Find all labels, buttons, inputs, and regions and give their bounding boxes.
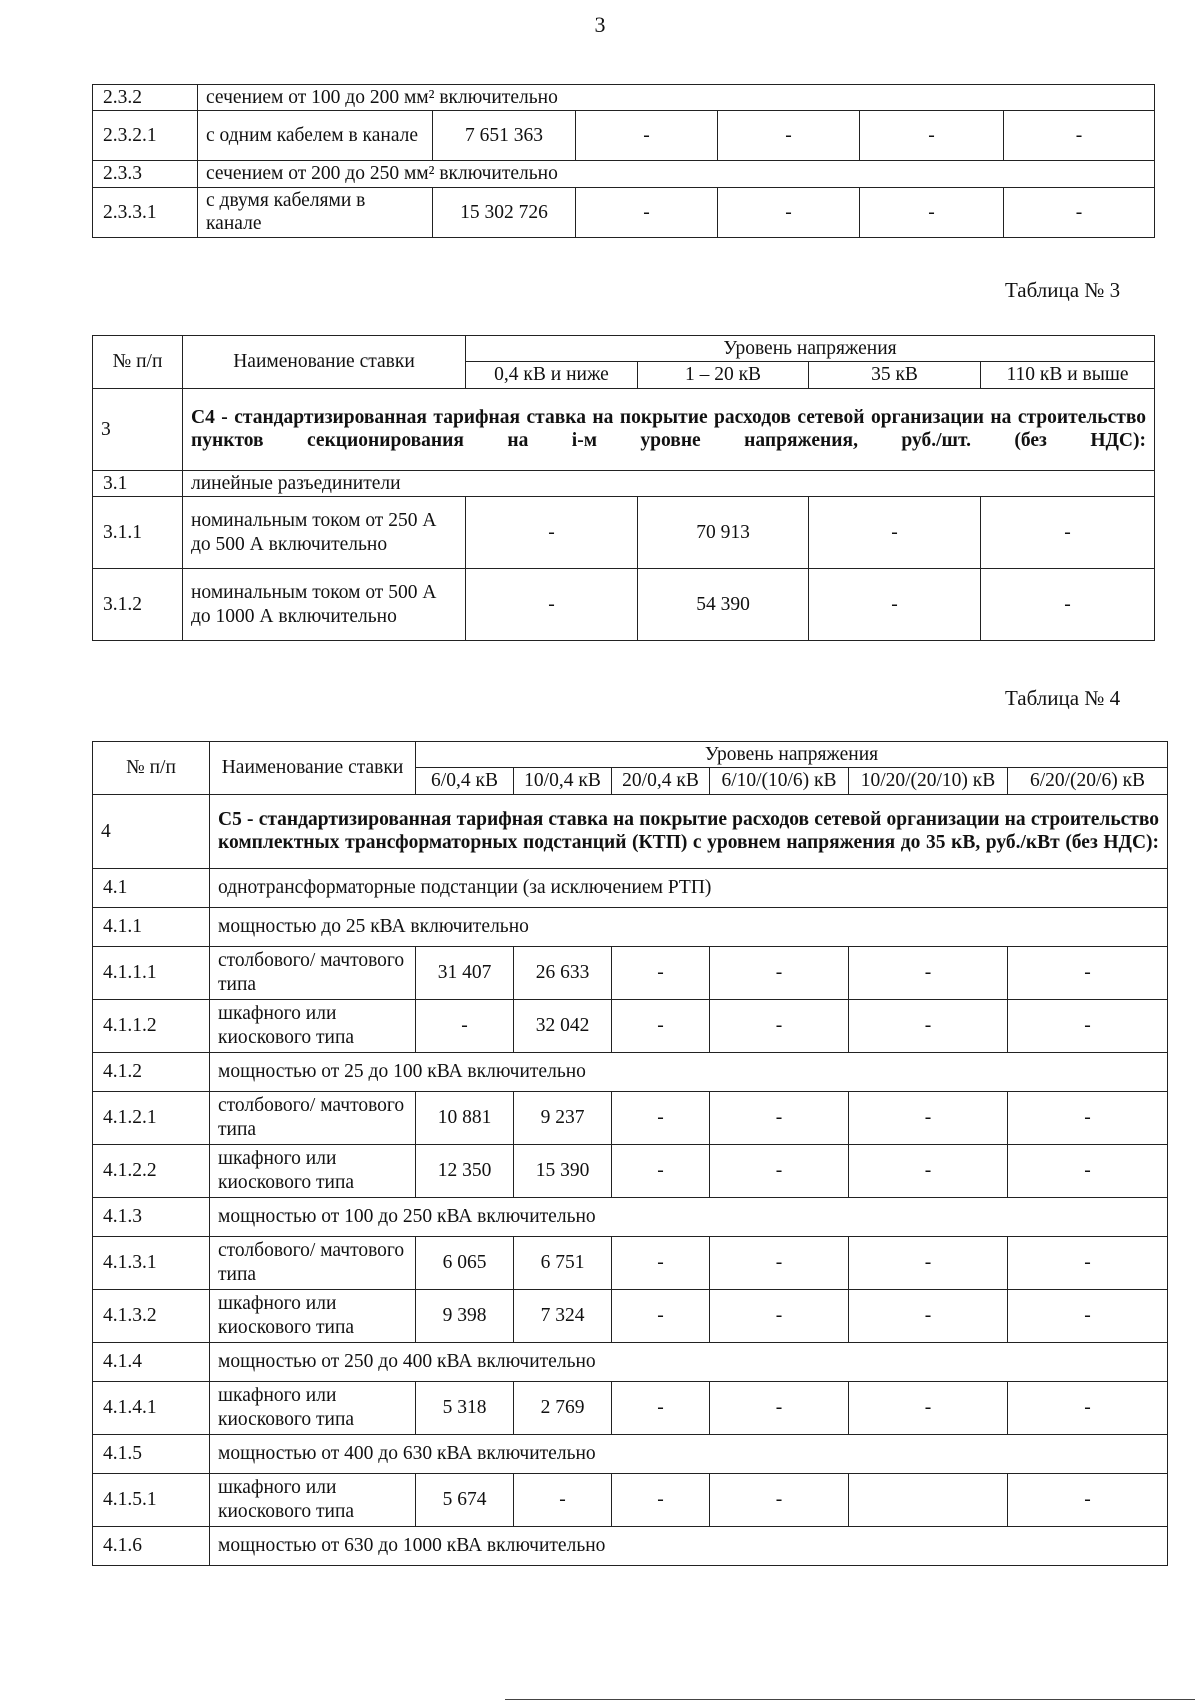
row-number: 2.3.2 [93,85,198,111]
value-cell: - [981,497,1155,569]
value-cell: 7 651 363 [433,111,576,161]
value-cell: - [710,1144,849,1197]
table-row [93,111,1155,161]
row-number: 4.1.4 [93,1342,210,1381]
row-number: 4.1.3.1 [93,1236,210,1289]
row-label: столбового/ мачтового типа [210,1236,416,1289]
table-3-caption: Таблица № 3 [1005,278,1121,302]
row-label: столбового/ мачтового типа [210,1091,416,1144]
section-row [93,470,1155,496]
table-row [93,187,1155,237]
value-cell: - [1008,1236,1168,1289]
value-cell: 15 302 726 [433,187,576,237]
table-4 [92,741,1168,1566]
voltage-level-2: 10/0,4 кВ [514,768,612,794]
title-row [93,794,1168,868]
table-3 [92,335,1155,641]
section-label: линейные разъединители [183,470,1155,496]
section-label: мощностью до 25 кВА включительно [210,907,1168,946]
value-cell: - [1008,946,1168,999]
row-number: 2.3.3 [93,161,198,187]
voltage-level-3: 35 кВ [809,362,981,388]
table-row [93,1473,1168,1526]
row-number: 4.1.2 [93,1052,210,1091]
value-cell: - [1008,1473,1168,1526]
row-number: 4.1 [93,868,210,907]
value-cell: - [576,187,718,237]
section-label: сечением от 200 до 250 мм² включительно [198,161,1155,187]
page-bottom-line [505,1699,1195,1700]
section-row [93,85,1155,111]
value-cell: - [809,569,981,641]
voltage-level-1: 0,4 кВ и ниже [466,362,638,388]
table-row [93,946,1168,999]
value-cell: 6 065 [416,1236,514,1289]
value-cell: - [612,1236,710,1289]
rate-title: С4 - стандартизированная тарифная ставка на покрытие расходов сетевой организации на строительство пунктов секционирования на i-м уровне напряжения, руб./шт. (без НДС): [183,388,1155,470]
value-cell: - [849,1091,1008,1144]
row-label: с одним кабелем в канале [198,111,433,161]
section-label: мощностью от 25 до 100 кВА включительно [210,1052,1168,1091]
value-cell: 54 390 [638,569,809,641]
section-row [93,1197,1168,1236]
value-cell: - [514,1473,612,1526]
row-number: 2.3.2.1 [93,111,198,161]
voltage-level-3: 20/0,4 кВ [612,768,710,794]
section-row [93,868,1168,907]
row-number: 3.1 [93,470,183,496]
voltage-level-1: 6/0,4 кВ [416,768,514,794]
value-cell: - [1004,187,1155,237]
value-cell: - [710,946,849,999]
row-number: 4.1.1.2 [93,999,210,1052]
value-cell: - [849,999,1008,1052]
value-cell: - [849,1381,1008,1434]
value-cell: - [718,187,860,237]
value-cell: - [718,111,860,161]
value-cell: - [612,1473,710,1526]
row-label: столбового/ мачтового типа [210,946,416,999]
value-cell: - [849,1289,1008,1342]
voltage-level-4: 110 кВ и выше [981,362,1155,388]
page-number: 3 [594,12,606,37]
section-label: сечением от 100 до 200 мм² включительно [198,85,1155,111]
col-num-header: № п/п [93,742,210,795]
value-cell: - [466,569,638,641]
col-name-header: Наименование ставки [210,742,416,795]
row-label: шкафного или киоскового типа [210,1289,416,1342]
rate-title: С5 - стандартизированная тарифная ставка на покрытие расходов сетевой организации на строительство комплектных трансформаторных подстанций (КТП) с уровнем напряжения до 35 кВ, руб./кВт (без НДС): [210,794,1168,868]
value-cell: - [860,187,1004,237]
value-cell: 26 633 [514,946,612,999]
value-cell: - [860,111,1004,161]
value-cell: - [1008,1289,1168,1342]
row-number: 2.3.3.1 [93,187,198,237]
value-cell: - [612,1091,710,1144]
voltage-level-4: 6/10/(10/6) кВ [710,768,849,794]
value-cell: 9 398 [416,1289,514,1342]
row-number: 4.1.1.1 [93,946,210,999]
value-cell: - [981,569,1155,641]
value-cell: 10 881 [416,1091,514,1144]
col-name-header: Наименование ставки [183,336,466,389]
voltage-level-6: 6/20/(20/6) кВ [1008,768,1168,794]
value-cell: 5 318 [416,1381,514,1434]
value-cell: 31 407 [416,946,514,999]
value-cell: - [849,1236,1008,1289]
value-cell [849,1473,1008,1526]
value-cell: - [849,946,1008,999]
table-row [93,1289,1168,1342]
value-cell: - [710,1289,849,1342]
row-number: 4.1.6 [93,1526,210,1565]
row-number: 4.1.5.1 [93,1473,210,1526]
voltage-level-2: 1 – 20 кВ [638,362,809,388]
value-cell: - [612,1289,710,1342]
row-number: 4.1.3.2 [93,1289,210,1342]
value-cell: - [612,999,710,1052]
row-label: номинальным током от 250 А до 500 А включительно [183,497,466,569]
row-number: 3.1.1 [93,497,183,569]
row-number: 4 [93,794,210,868]
row-number: 4.1.4.1 [93,1381,210,1434]
table-row [93,999,1168,1052]
value-cell: 7 324 [514,1289,612,1342]
table-header-row [93,742,1168,768]
col-num-header: № п/п [93,336,183,389]
value-cell: 15 390 [514,1144,612,1197]
table-row [93,569,1155,641]
section-label: мощностью от 400 до 630 кВА включительно [210,1434,1168,1473]
value-cell: - [1008,1144,1168,1197]
row-label: шкафного или киоскового типа [210,1473,416,1526]
table-2 [92,84,1155,238]
section-label: мощностью от 100 до 250 кВА включительно [210,1197,1168,1236]
value-cell: - [1008,999,1168,1052]
row-label: шкафного или киоскового типа [210,999,416,1052]
row-label: номинальным током от 500 А до 1000 А включительно [183,569,466,641]
table-header-row [93,336,1155,362]
section-row [93,1342,1168,1381]
table-row [93,1091,1168,1144]
value-cell: - [1004,111,1155,161]
table-row [93,1144,1168,1197]
value-cell: 70 913 [638,497,809,569]
row-number: 4.1.5 [93,1434,210,1473]
value-cell: 2 769 [514,1381,612,1434]
section-row [93,161,1155,187]
section-row [93,1526,1168,1565]
title-row [93,388,1155,470]
table-row [93,497,1155,569]
value-cell: 9 237 [514,1091,612,1144]
section-row [93,907,1168,946]
voltage-level-header: Уровень напряжения [466,336,1155,362]
row-number: 3.1.2 [93,569,183,641]
value-cell: 5 674 [416,1473,514,1526]
row-number: 4.1.1 [93,907,210,946]
voltage-level-5: 10/20/(20/10) кВ [849,768,1008,794]
value-cell: - [710,1236,849,1289]
value-cell: - [416,999,514,1052]
value-cell: - [849,1144,1008,1197]
value-cell: - [710,1091,849,1144]
value-cell: 32 042 [514,999,612,1052]
value-cell: - [612,1144,710,1197]
value-cell: - [710,1473,849,1526]
section-label: мощностью от 250 до 400 кВА включительно [210,1342,1168,1381]
value-cell: - [809,497,981,569]
value-cell: 6 751 [514,1236,612,1289]
table-row [93,1236,1168,1289]
table-4-caption: Таблица № 4 [1005,686,1121,710]
section-row [93,1052,1168,1091]
value-cell: - [710,999,849,1052]
value-cell: - [1008,1381,1168,1434]
row-label: шкафного или киоскового типа [210,1144,416,1197]
section-row [93,1434,1168,1473]
value-cell: - [466,497,638,569]
row-number: 4.1.3 [93,1197,210,1236]
value-cell: - [612,1381,710,1434]
row-number: 3 [93,388,183,470]
value-cell: - [612,946,710,999]
value-cell: - [576,111,718,161]
section-label: однотрансформаторные подстанции (за исключением РТП) [210,868,1168,907]
value-cell: 12 350 [416,1144,514,1197]
row-label: с двумя кабелями в канале [198,187,433,237]
voltage-level-header: Уровень напряжения [416,742,1168,768]
section-label: мощностью от 630 до 1000 кВА включительно [210,1526,1168,1565]
row-number: 4.1.2.1 [93,1091,210,1144]
value-cell: - [710,1381,849,1434]
value-cell: - [1008,1091,1168,1144]
row-label: шкафного или киоскового типа [210,1381,416,1434]
table-row [93,1381,1168,1434]
row-number: 4.1.2.2 [93,1144,210,1197]
